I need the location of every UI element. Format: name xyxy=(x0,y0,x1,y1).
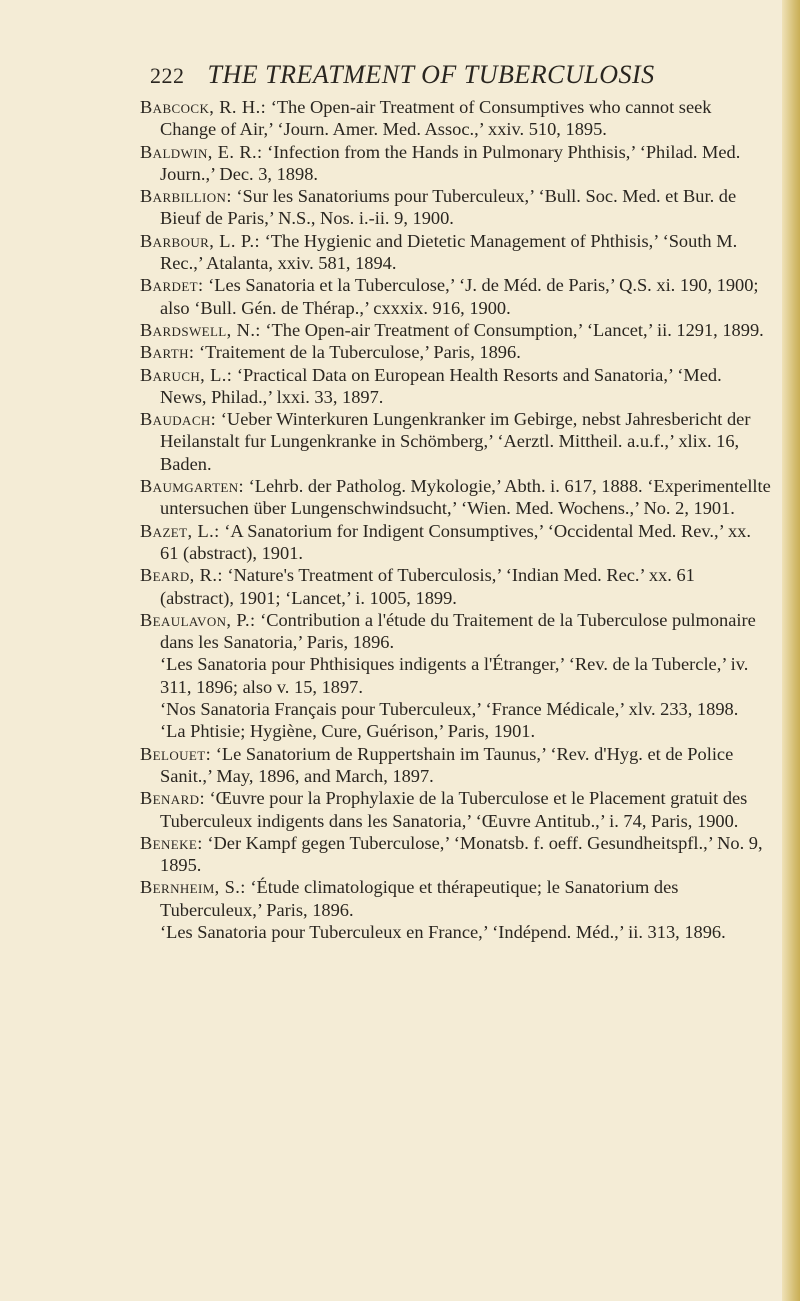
entry-text: ‘A Sanatorium for Indigent Consumptives,’ ‘Occidental Med. Rev.,’ xx. 61 (abstract), 1901. xyxy=(160,520,751,563)
bibliography-entry xyxy=(140,520,772,565)
entry-author: Barbour, L. P.: xyxy=(140,230,260,251)
bibliography-subentry xyxy=(140,921,772,943)
entry-author: Bardswell, N.: xyxy=(140,319,261,340)
entry-text: ‘Infection from the Hands in Pulmonary Phthisis,’ ‘Philad. Med. Journ.,’ Dec. 3, 1898. xyxy=(160,141,741,184)
entry-author: Babcock, R. H.: xyxy=(140,97,267,117)
bibliography-entry xyxy=(140,832,772,877)
bibliography-entry xyxy=(140,743,772,788)
bibliography-entry xyxy=(140,364,772,409)
entry-author: Bernheim, S.: xyxy=(140,877,246,898)
running-title: THE TREATMENT OF TUBERCULOSIS xyxy=(207,60,655,89)
bibliography-entry xyxy=(140,230,772,275)
entry-text: ‘The Open-air Treatment of Consumptives who cannot seek Change of Air,’ ‘Journ. Amer. Med. Assoc.,’ xxiv. 510, 1895. xyxy=(160,97,712,140)
page-number: 222 xyxy=(150,63,185,88)
entry-author: Bardet: xyxy=(140,275,204,296)
bibliography-entry xyxy=(140,96,772,141)
entry-author: Baudach: xyxy=(140,409,217,430)
bibliography-entry xyxy=(140,341,772,363)
entry-author: Beneke: xyxy=(140,832,203,853)
entry-author: Barth: xyxy=(140,342,195,363)
entry-text: ‘La Phtisie; Hygiène, Cure, Guérison,’ Paris, 1901. xyxy=(160,721,536,742)
bibliography-entry xyxy=(140,787,772,832)
bibliography-subentry xyxy=(140,720,772,742)
entry-author: Beard, R.: xyxy=(140,565,223,586)
bibliography-entry xyxy=(140,564,772,609)
entry-text: ‘Traitement de la Tuberculose,’ Paris, 1896. xyxy=(194,342,521,363)
bibliography-list xyxy=(140,96,772,943)
bibliography-entry xyxy=(140,609,772,654)
entry-author: Barbillion: xyxy=(140,186,232,207)
entry-author: Baldwin, E. R.: xyxy=(140,141,263,162)
bibliography-entry xyxy=(140,408,772,475)
entry-author: Baruch, L.: xyxy=(140,364,233,385)
entry-text: ‘Œuvre pour la Prophylaxie de la Tuberculose et le Placement gratuit des Tuberculeux indigents dans les Sanatoria,’ ‘Œuvre Antitub.,’ i. 74, Paris, 1900. xyxy=(160,788,748,831)
bibliography-entry xyxy=(140,274,772,319)
bibliography-entry xyxy=(140,185,772,230)
entry-text: ‘Ueber Winterkuren Lungenkranker im Gebirge, nebst Jahresbericht der Heilanstalt fur Lungenkranke in Schömberg,’ ‘Aerztl. Mittheil. a.u.f.,’ xlix. 16, Baden. xyxy=(160,409,751,474)
entry-text: ‘Sur les Sanatoriums pour Tuberculeux,’ ‘Bull. Soc. Med. et Bur. de Bieuf de Paris,’ N.S., Nos. i.-ii. 9, 1900. xyxy=(160,186,737,229)
bibliography-entry xyxy=(140,475,772,520)
entry-text: ‘Les Sanatoria et la Tuberculose,’ ‘J. de Méd. de Paris,’ Q.S. xi. 190, 1900; also ‘Bull. Gén. de Thérap.,’ cxxxix. 916, 1900. xyxy=(160,275,759,318)
entry-text: ‘Les Sanatoria pour Phthisiques indigents a l'Étranger,’ ‘Rev. de la Tubercle,’ iv. 311, 1896; also v. 15, 1897. xyxy=(160,654,749,697)
bibliography-subentry xyxy=(140,698,772,720)
bibliography-entry xyxy=(140,319,772,341)
bibliography-subentry xyxy=(140,653,772,698)
entry-text: ‘Der Kampf gegen Tuberculose,’ ‘Monatsb. f. oeff. Gesundheitspfl.,’ No. 9, 1895. xyxy=(160,832,763,876)
entry-text: ‘The Hygienic and Dietetic Management of Phthisis,’ ‘South M. Rec.,’ Atalanta, xxiv. 581, 1894. xyxy=(160,230,738,274)
entry-text: ‘Nature's Treatment of Tuberculosis,’ ‘Indian Med. Rec.’ xx. 61 (abstract), 1901; ‘Lancet,’ i. 1005, 1899. xyxy=(160,565,695,608)
entry-text: ‘Contribution a l'étude du Traitement de la Tuberculose pulmonaire dans les Sanatoria,’ Paris, 1896. xyxy=(160,609,756,653)
entry-author: Baumgarten: xyxy=(140,476,245,497)
entry-text: ‘The Open-air Treatment of Consumption,’ ‘Lancet,’ ii. 1291, 1899. xyxy=(260,319,764,340)
bibliography-entry xyxy=(140,876,772,921)
entry-text: ‘Le Sanatorium de Ruppertshain im Taunus,’ ‘Rev. d'Hyg. et de Police Sanit.,’ May, 1896, and March, 1897. xyxy=(160,743,734,786)
running-header xyxy=(150,60,710,90)
entry-author: Benard: xyxy=(140,788,205,809)
entry-author: Bazet, L.: xyxy=(140,520,220,541)
entry-text: ‘Les Sanatoria pour Tuberculeux en France,’ ‘Indépend. Méd.,’ ii. 313, 1896. xyxy=(160,921,726,942)
entry-text: ‘Étude climatologique et thérapeutique; le Sanatorium des Tuberculeux,’ Paris, 1896. xyxy=(160,877,679,920)
bibliography-entry xyxy=(140,141,772,186)
entry-author: Belouet: xyxy=(140,743,212,764)
entry-text: ‘Practical Data on European Health Resorts and Sanatoria,’ ‘Med. News, Philad.,’ lxxi. 33, 1897. xyxy=(160,364,722,407)
entry-text: ‘Nos Sanatoria Français pour Tuberculeux,’ ‘France Médicale,’ xlv. 233, 1898. xyxy=(160,699,739,720)
page-edge xyxy=(782,0,800,1301)
entry-author: Beaulavon, P.: xyxy=(140,609,256,630)
entry-text: ‘Lehrb. der Patholog. Mykologie,’ Abth. i. 617, 1888. ‘Experimentellte untersuchen über Lungenschwindsucht,’ ‘Wien. Med. Wochens.,’ No. 2, 1901. xyxy=(160,476,771,519)
